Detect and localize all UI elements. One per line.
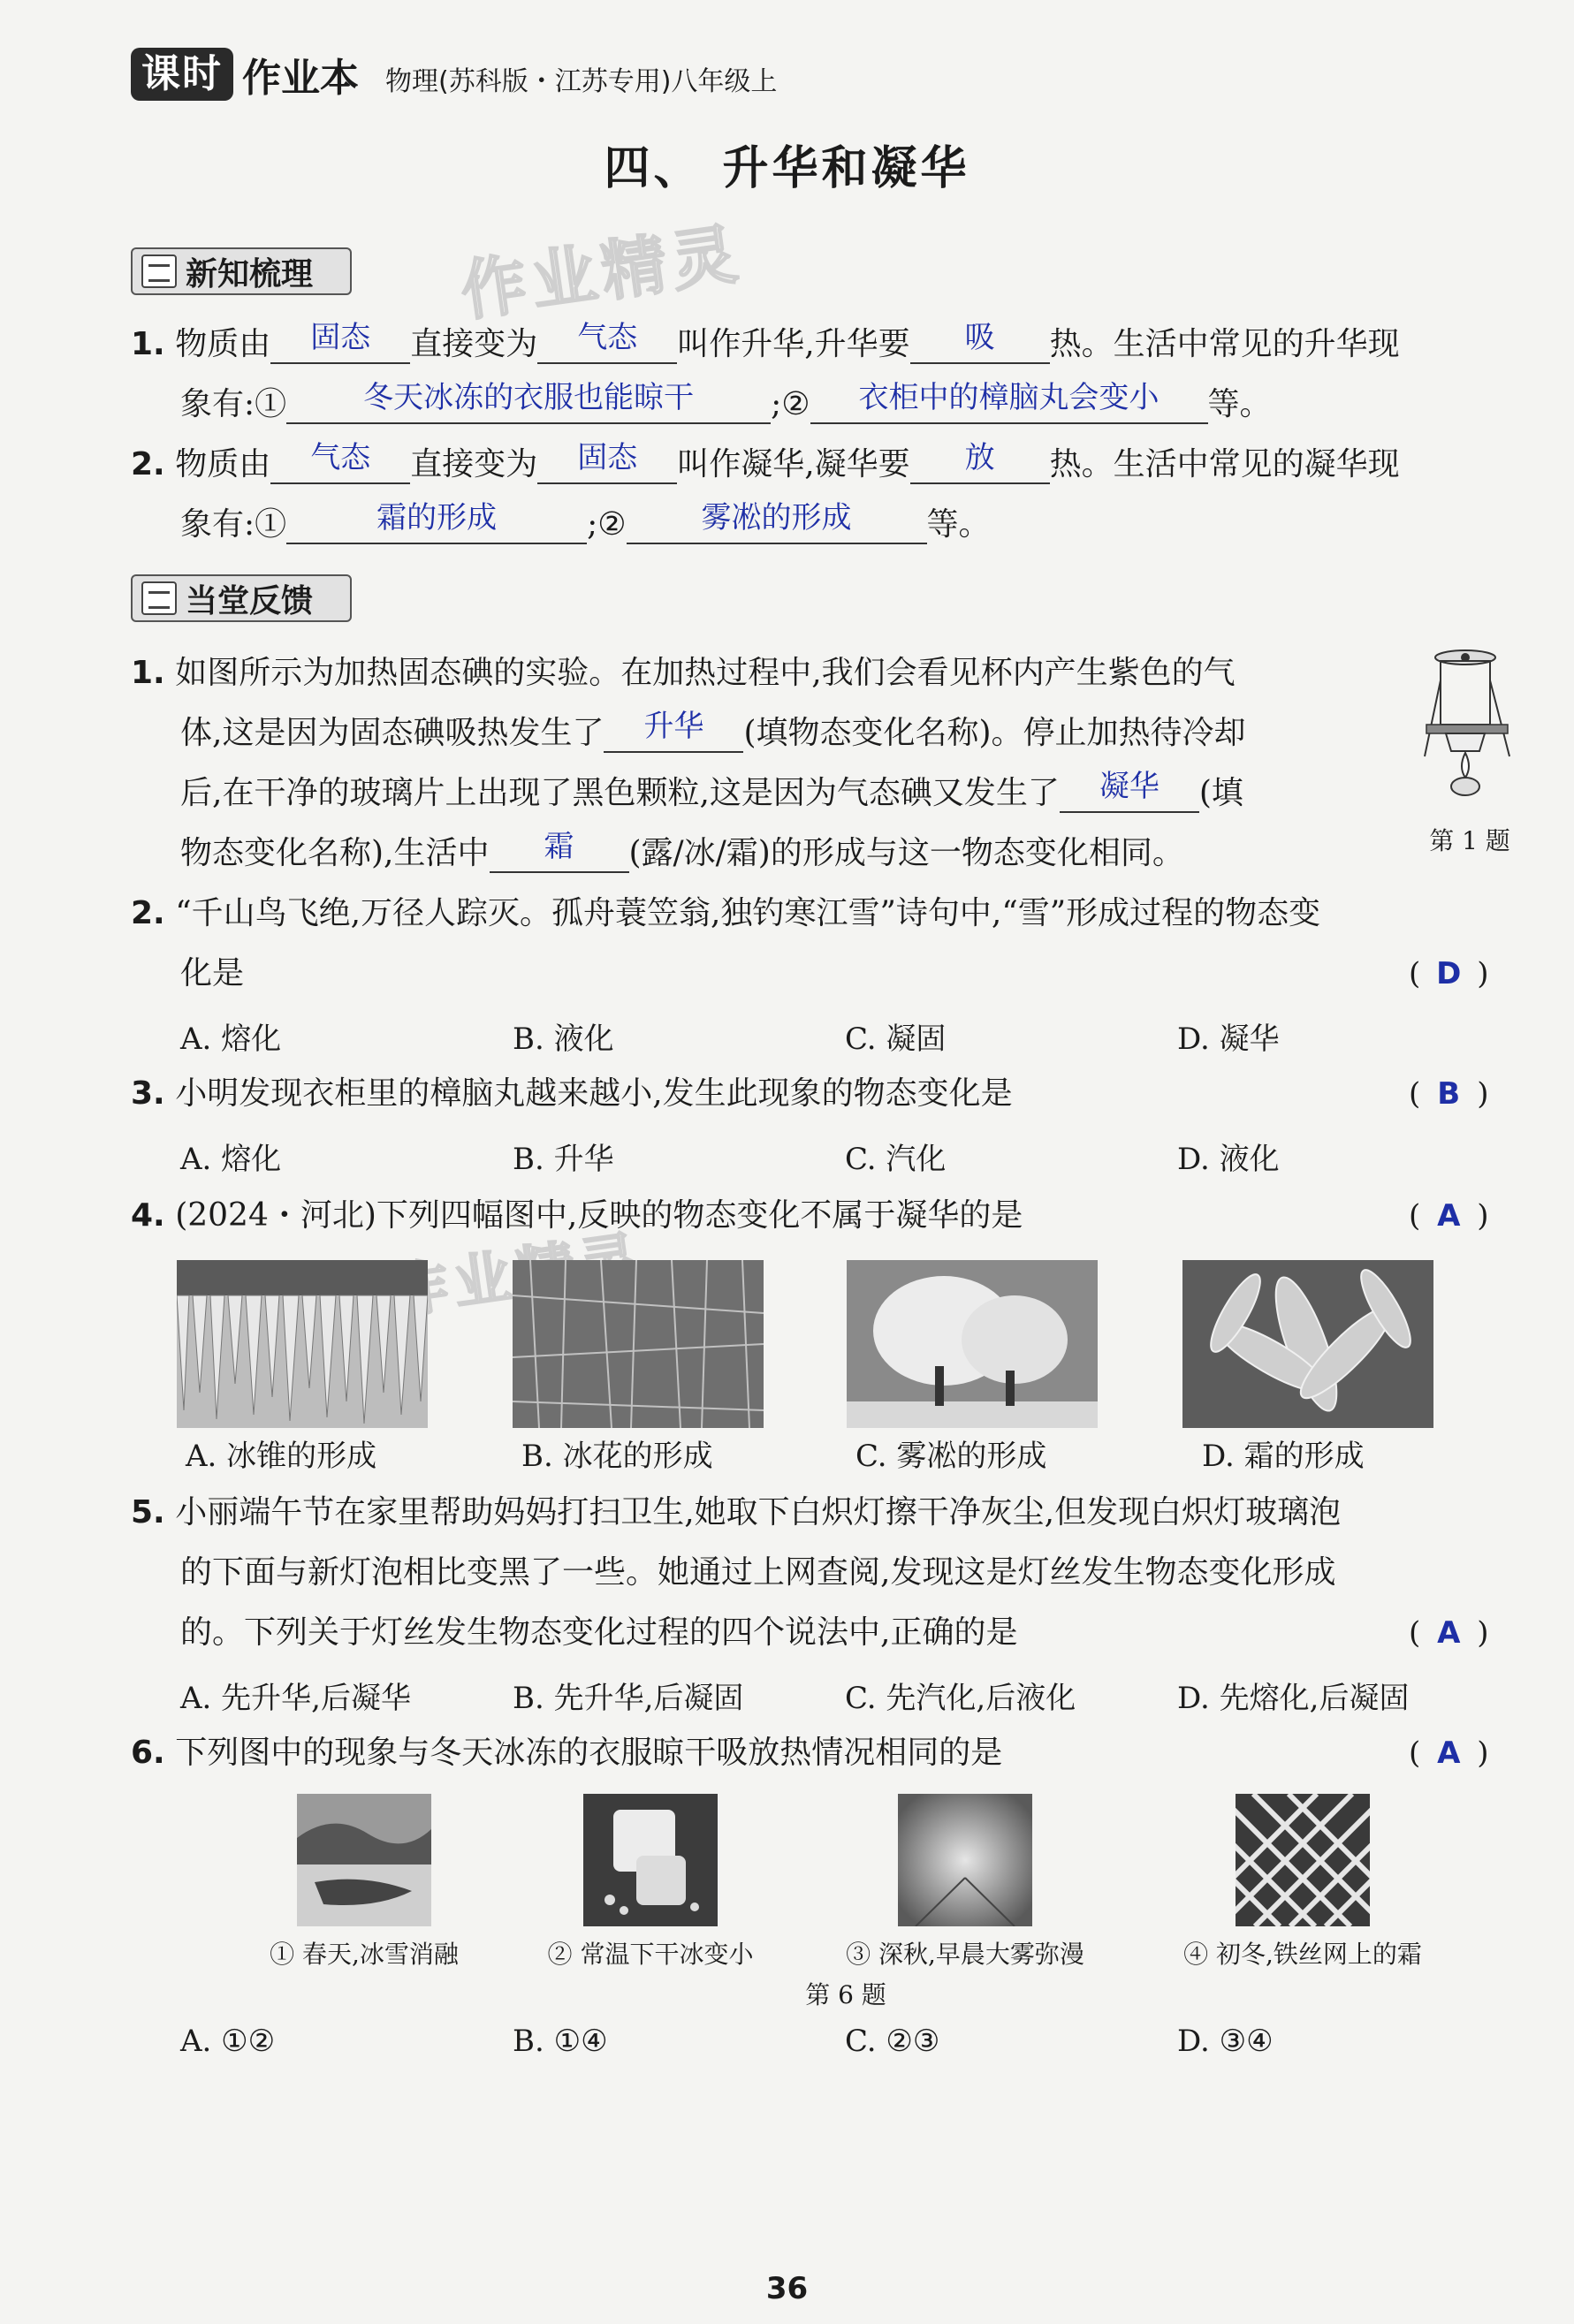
answer-blank[interactable] [537,440,677,484]
question-line [131,1734,1002,1773]
question-text: 的。下列关于灯丝发生物态变化过程的四个说法中,正确的是 [180,1614,1018,1651]
question-line [180,1553,1335,1592]
option-a[interactable]: A. ①② [180,2024,276,2059]
options-row [180,1135,1435,1177]
choice-answer: ( A ) [1409,1615,1489,1651]
handwritten-answer: 雾凇的形成 [701,500,852,535]
watermark: 作业精灵 [456,216,748,330]
question-text: 象有:① [180,506,287,543]
question-line [180,1614,1017,1652]
handwritten-answer: A [1437,1615,1461,1651]
option-d[interactable]: D. 液化 [1177,1142,1280,1177]
question-line [180,954,244,993]
figure-caption: 第 6 题 [805,1980,886,2009]
handwritten-answer: 霜的形成 [376,500,498,535]
answer-blank[interactable] [910,440,1050,484]
answer-blank[interactable] [270,440,410,484]
brand-logo: 课时 [131,48,233,101]
question-number: 4. [131,1197,165,1234]
question-text: (2024・河北)下列四幅图中,反映的物态变化不属于凝华的是 [175,1197,1023,1234]
handwritten-answer: 霜 [544,829,574,864]
photo-caption-3: ③ 深秋,早晨大雾弥漫 [846,1940,1084,1969]
melting-snow-photo[interactable] [297,1794,431,1926]
section-header-fankui [131,574,352,622]
handwritten-answer: A [1437,1198,1461,1234]
frost-wire-mesh-photo[interactable] [1236,1794,1370,1926]
choice-answer: ( D ) [1409,956,1489,991]
handwritten-answer: 固态 [577,440,638,475]
photo-caption-b: B. 冰花的形成 [521,1439,713,1474]
question-text: ;② [771,386,810,422]
choice-answer: ( B ) [1409,1076,1489,1112]
handwritten-answer: 升华 [643,709,704,744]
option-a[interactable]: A. 熔化 [180,1021,282,1057]
handwritten-answer: 放 [964,440,995,475]
question-line [131,440,1400,484]
handwritten-answer: B [1437,1076,1461,1112]
question-text: 直接变为 [410,446,538,482]
question-text: 物态变化名称),生活中 [180,835,490,871]
question-text: 体,这是因为固态碘吸热发生了 [180,715,605,751]
handwritten-answer: 凝华 [1099,769,1160,804]
question-number: 1. [131,655,165,691]
question-line [131,320,1400,364]
photo-caption-1: ① 春天,冰雪消融 [270,1940,459,1969]
question-text: 物质由 [175,326,271,362]
answer-blank[interactable] [604,709,743,753]
page-header [131,46,777,103]
question-line [131,654,1236,693]
question-line [180,829,1184,873]
notebook-icon [141,254,177,288]
option-c[interactable]: C. 凝固 [845,1021,947,1057]
question-text: 物质由 [175,446,271,482]
options-row [180,2024,1453,2062]
question-text: 象有:① [180,386,287,422]
question-text: (露/冰/霜)的形成与这一物态变化相同。 [628,835,1184,871]
question-number: 3. [131,1075,165,1112]
question-text: 叫作凝华,凝华要 [677,446,910,482]
question-line [180,380,1272,424]
option-d[interactable]: D. 凝华 [1177,1021,1280,1057]
question-line [131,894,1320,933]
figure-caption: 第 1 题 [1429,826,1510,855]
option-b[interactable]: B. 液化 [513,1021,614,1057]
rime-tree-photo[interactable] [847,1260,1098,1428]
question-text: ;② [587,506,627,543]
question-line [131,1075,1013,1113]
question-line [180,500,991,544]
question-number: 2. [131,446,165,482]
photo-caption-c: C. 雾凇的形成 [855,1439,1047,1474]
question-text: 等。 [1207,386,1272,422]
question-text: (填 [1198,775,1243,811]
option-d[interactable]: D. ③④ [1177,2024,1274,2059]
question-line [131,1493,1341,1532]
icicle-photo[interactable] [177,1260,428,1428]
question-line [180,769,1243,813]
option-b[interactable]: B. ①④ [513,2024,608,2059]
question-number: 5. [131,1494,165,1530]
option-b[interactable]: B. 先升华,后凝固 [513,1681,744,1716]
pencil-note-icon [141,581,177,615]
option-d[interactable]: D. 先熔化,后凝固 [1177,1681,1410,1716]
answer-blank[interactable] [627,500,927,544]
dry-ice-photo[interactable] [583,1794,718,1926]
question-text: 如图所示为加热固态碘的实验。在加热过程中,我们会看见杯内产生紫色的气 [175,655,1236,691]
answer-blank[interactable] [537,320,677,364]
question-text: 等。 [926,506,991,543]
handwritten-answer: A [1437,1735,1461,1771]
question-text: 直接变为 [410,326,538,362]
answer-blank[interactable] [286,380,771,424]
morning-fog-photo[interactable] [898,1794,1032,1926]
option-c[interactable]: C. 先汽化,后液化 [845,1681,1076,1716]
photo-caption-4: ④ 初冬,铁丝网上的霜 [1183,1940,1422,1969]
choice-answer: ( A ) [1409,1198,1489,1234]
question-text: 小丽端午节在家里帮助妈妈打扫卫生,她取下白炽灯擦干净灰尘,但发现白炽灯玻璃泡 [175,1494,1342,1530]
option-c[interactable]: C. ②③ [845,2024,940,2059]
option-b[interactable]: B. 升华 [513,1142,614,1177]
question-text: 热。生活中常见的升华现 [1049,326,1400,362]
question-text: (填物态变化名称)。停止加热待冷却 [743,715,1246,751]
question-text: 热。生活中常见的凝华现 [1049,446,1400,482]
answer-blank[interactable] [1060,769,1199,813]
answer-blank[interactable] [286,500,587,544]
option-c[interactable]: C. 汽化 [845,1142,947,1177]
section-title: 当堂反馈 [186,582,314,619]
question-line [131,1196,1023,1235]
handwritten-answer: 吸 [964,320,995,355]
handwritten-answer: 冬天冰冻的衣服也能晾干 [363,380,695,415]
handwritten-answer: 气态 [310,440,371,475]
question-text: 化是 [180,955,245,991]
handwritten-answer: 衣柜中的樟脑丸会变小 [858,380,1160,415]
ice-flower-photo[interactable] [513,1260,764,1428]
option-a[interactable]: A. 熔化 [180,1142,282,1177]
photo-caption-2: ② 常温下干冰变小 [547,1940,754,1969]
answer-blank[interactable] [490,829,629,873]
handwritten-answer: 固态 [310,320,371,355]
question-line [180,709,1246,753]
question-text: 小明发现衣柜里的樟脑丸越来越小,发生此现象的物态变化是 [175,1075,1013,1112]
page-number: 36 [765,2271,809,2306]
lesson-title: 四、 升华和凝华 [604,142,970,195]
question-number: 6. [131,1735,165,1771]
options-row [180,1674,1453,1716]
handwritten-answer: 气态 [577,320,638,355]
options-row [180,1014,1435,1057]
photo-caption-a: A. 冰锥的形成 [186,1439,377,1474]
question-text: 后,在干净的玻璃片上出现了黑色颗粒,这是因为气态碘又发生了 [180,775,1060,811]
choice-answer: ( A ) [1409,1735,1489,1771]
book-name: 作业本 [242,56,359,101]
photo-caption-d: D. 霜的形成 [1202,1439,1365,1474]
section-title: 新知梳理 [186,255,314,292]
question-text: 的下面与新灯泡相比变黑了一些。她通过上网查阅,发现这是灯丝发生物态变化形成 [180,1554,1336,1591]
handwritten-answer: D [1436,956,1462,991]
iodine-heating-apparatus [1414,645,1520,804]
answer-blank[interactable] [270,320,410,364]
answer-blank[interactable] [810,380,1208,424]
subject-label: 物理(苏科版・江苏专用)八年级上 [385,66,778,97]
frost-leaves-photo[interactable] [1182,1260,1433,1428]
option-a[interactable]: A. 先升华,后凝华 [180,1681,411,1716]
answer-blank[interactable] [910,320,1050,364]
question-number: 2. [131,895,165,931]
question-text: 下列图中的现象与冬天冰冻的衣服晾干吸放热情况相同的是 [175,1735,1003,1771]
question-text: “千山鸟飞绝,万径人踪灭。孤舟蓑笠翁,独钓寒江雪”诗句中,“雪”形成过程的物态变 [175,895,1321,931]
question-text: 叫作升华,升华要 [677,326,910,362]
question-number: 1. [131,326,165,362]
section-header-xinzhi [131,247,352,295]
